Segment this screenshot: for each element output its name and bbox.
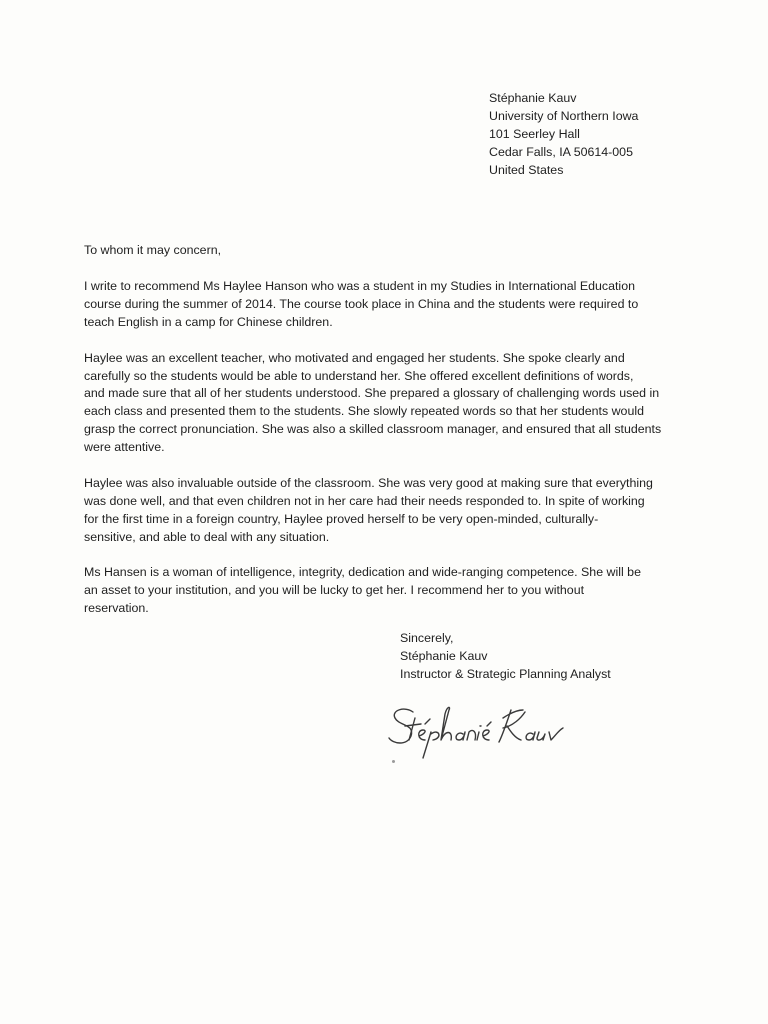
body-line: Haylee was also invaluable outside of the classroom. She was very good at making sure that everything [84, 475, 653, 490]
body-line: for the first time in a foreign country, Haylee proved herself to be very open-minded, culturally- [84, 511, 599, 526]
body-line: teach English in a camp for Chinese children. [84, 314, 333, 329]
body-line: sensitive, and able to deal with any situation. [84, 529, 330, 544]
body-line: was done well, and that even children not in her care had their needs responded to. In spite of working [84, 493, 645, 508]
sender-institution: University of Northern Iowa [489, 108, 639, 123]
valediction: Sincerely, [400, 631, 454, 645]
body-line: Ms Hansen is a woman of intelligence, integrity, dedication and wide-ranging competence. She will be [84, 565, 641, 580]
sender-street: 101 Seerley Hall [489, 126, 580, 141]
closing-block [400, 630, 730, 684]
body-line: grasp the correct pronunciation. She was also a skilled classroom manager, and ensured that all students [84, 422, 662, 437]
signer-name: Stéphanie Kauv [400, 648, 488, 663]
scan-speck [392, 760, 395, 763]
body-line: course during the summer of 2014. The course took place in China and the students were required to [84, 296, 639, 311]
body-line: carefully so the students would be able to understand her. She offered excellent definitions of words, [84, 368, 634, 383]
body-line: were attentive. [84, 440, 165, 455]
body-line: I write to recommend Ms Haylee Hanson who was a student in my Studies in International Education [84, 279, 635, 293]
body-line: and made sure that all of her students understood. She prepared a glossary of challenging words used in [84, 386, 660, 401]
paragraph-teaching [84, 350, 684, 457]
paragraph-conclusion [84, 564, 684, 618]
salutation: To whom it may concern, [84, 243, 222, 257]
paragraph-outside-classroom [84, 475, 684, 547]
signer-title: Instructor & Strategic Planning Analyst [400, 666, 611, 681]
body-line: Haylee was an excellent teacher, who motivated and engaged her students. She spoke clearly and [84, 350, 625, 365]
paragraph-recommendation-intro [84, 278, 684, 332]
sender-city: Cedar Falls, IA 50614-005 [489, 144, 633, 159]
handwritten-signature [383, 696, 573, 766]
letter-body [84, 278, 684, 636]
sender-address-block [489, 90, 749, 180]
sender-name: Stéphanie Kauv [489, 91, 577, 105]
body-line: an asset to your institution, and you will be lucky to get her. I recommend her to you without [84, 583, 585, 598]
sender-country: United States [489, 162, 564, 177]
body-line: reservation. [84, 601, 149, 616]
body-line: each class and presented them to the students. She slowly repeated words so that her students would [84, 404, 644, 419]
